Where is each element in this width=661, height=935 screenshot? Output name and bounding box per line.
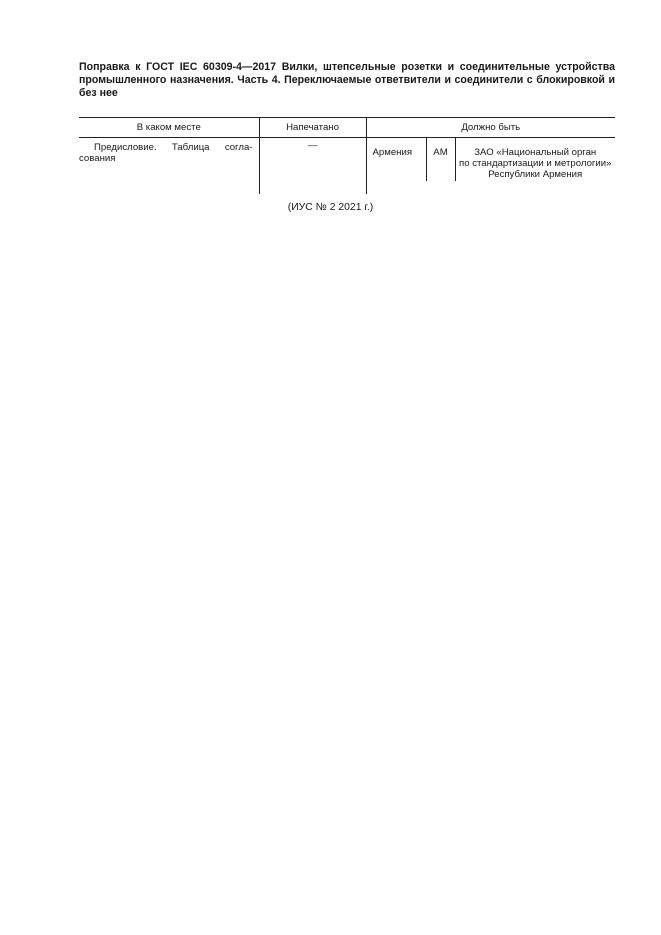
amendment-title: Поправка к ГОСТ IEC 60309-4—2017 Вилки, штепсельные розетки и соединительные устройства промышленного назначения. Часть 4. Переключаемые ответвители и соединители с блокировкой и без нее — [79, 61, 615, 100]
publication-reference: (ИУС № 2 2021 г.) — [287, 202, 374, 213]
organization-line: по стандартизации и метрологии» — [459, 158, 612, 170]
country-name: Армения — [372, 147, 413, 158]
header-printed: Напечатано — [259, 118, 366, 138]
should-be-subtable — [367, 138, 616, 181]
cell-printed: — — [259, 138, 366, 195]
organization-line: ЗАО «Национальный орган — [474, 147, 597, 158]
country-code: AM — [426, 138, 455, 181]
header-where: В каком месте — [79, 118, 259, 138]
amendment-table — [79, 117, 615, 194]
organization-line: Республики Армения — [488, 169, 583, 181]
standards-organization — [455, 138, 615, 181]
subtable-row — [367, 138, 616, 181]
header-should-be: Должно быть — [366, 118, 615, 138]
table-header-row — [79, 118, 615, 138]
cell-should-be — [366, 138, 615, 195]
cell-where: Предисловие. Таблица согласования — [79, 142, 253, 165]
table-row — [79, 138, 615, 195]
